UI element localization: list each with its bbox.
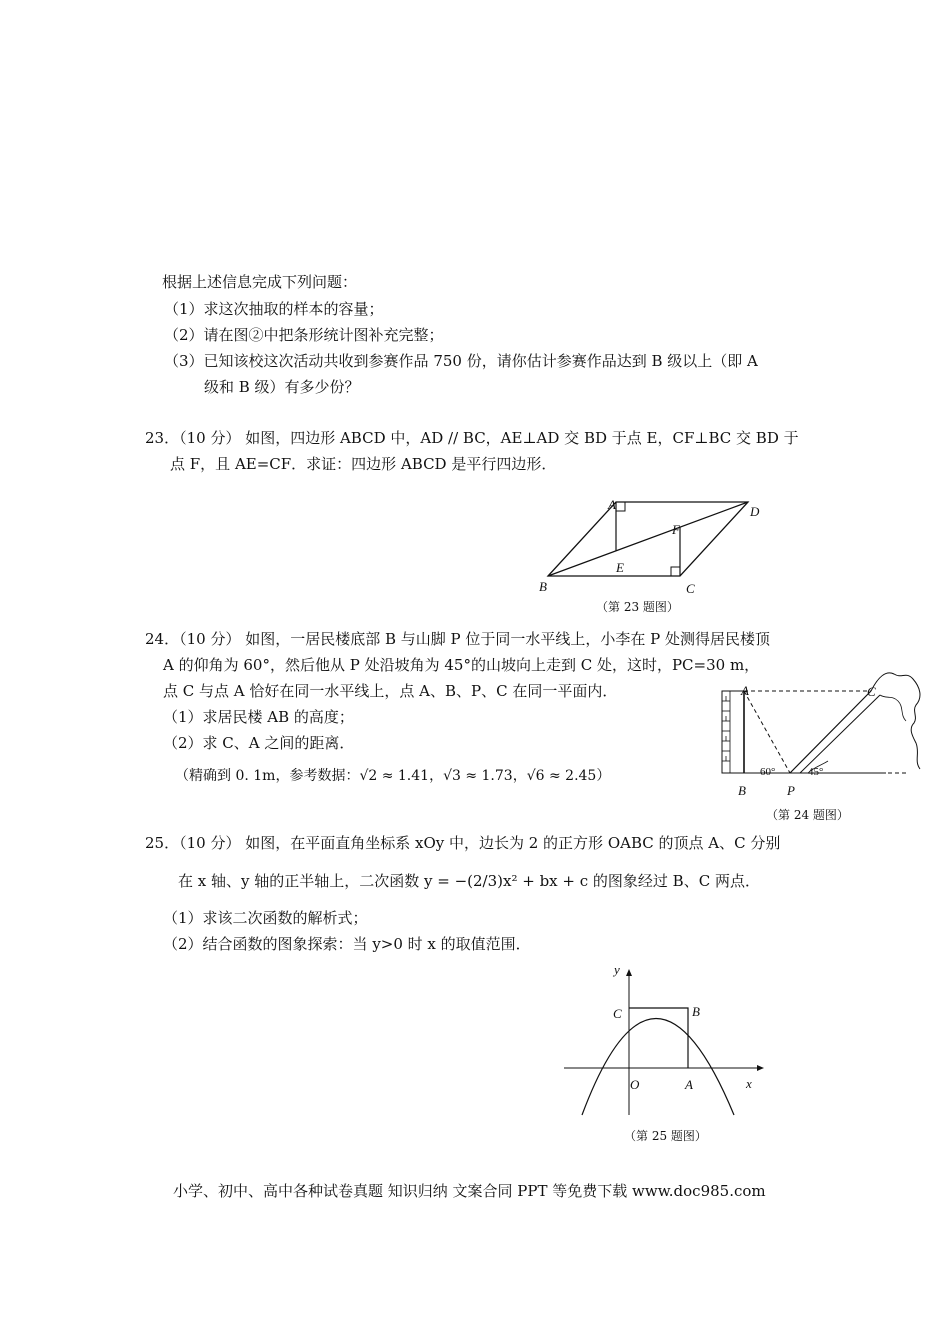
problem-25-question-2: （2）结合函数的图象探索：当 y>0 时 x 的取值范围．	[163, 935, 531, 953]
label-c: C	[613, 1006, 622, 1021]
problem-23-line-1: 23．（10 分） 如图，四边形 ABCD 中，AD // BC，AE⊥AD 交 BD 于点 E，CF⊥BC 交 BD 于	[145, 429, 799, 447]
problem-25-question-1: （1）求该二次函数的解析式；	[163, 909, 368, 927]
intro-lead: 根据上述信息完成下列问题：	[162, 273, 358, 291]
label-b: B	[539, 579, 547, 594]
figure-24-caption: （第 24 题图）	[766, 808, 849, 822]
figure-25-parabola	[558, 960, 773, 1120]
figure-25-caption: （第 25 题图）	[624, 1129, 707, 1143]
label-c: C	[867, 684, 876, 699]
problem-24-reference-data: （精确到 0. 1m，参考数据：√2 ≈ 1.41，√3 ≈ 1.73，√6 ≈ 2.45）	[175, 768, 611, 784]
label-e: E	[616, 560, 624, 575]
parabola-curve	[582, 1019, 734, 1116]
slope-edge	[800, 695, 880, 773]
figure-24-building-slope	[708, 665, 933, 805]
label-a: A	[741, 683, 749, 698]
building-bricks	[722, 691, 730, 773]
figure-23-caption: （第 23 题图）	[596, 600, 679, 614]
label-b: B	[692, 1004, 700, 1019]
label-y: y	[614, 962, 620, 977]
angle-45-label: 45°	[808, 766, 824, 778]
problem-24-line-3: 点 C 与点 A 恰好在同一水平线上，点 A、B、P、C 在同一平面内．	[163, 682, 618, 700]
problem-24-question-1: （1）求居民楼 AB 的高度；	[163, 708, 354, 726]
label-a: A	[685, 1077, 693, 1092]
intro-question-1: （1）求这次抽取的样本的容量；	[164, 300, 384, 318]
problem-25-line-2: 在 x 轴、y 轴的正半轴上，二次函数 y = −(2/3)x² + bx + c 的图象经过 B、C 两点．	[178, 872, 760, 890]
figure-23-parallelogram	[530, 490, 770, 600]
page-footer: 小学、初中、高中各种试卷真题 知识归纳 文案合同 PPT 等免费下载 www.doc985.com	[173, 1182, 766, 1200]
dashed-line-ap	[744, 691, 790, 773]
problem-23-line-2: 点 F，且 AE=CF．求证：四边形 ABCD 是平行四边形．	[170, 455, 557, 473]
angle-60-label: 60°	[760, 766, 776, 778]
problem-24-line-2: A 的仰角为 60°，然后他从 P 处沿坡角为 45°的山坡向上走到 C 处，这时，PC=30 m，	[163, 656, 760, 674]
diagonal-bd	[548, 502, 748, 576]
label-p: P	[787, 783, 795, 798]
label-b: B	[738, 783, 746, 798]
label-o: O	[630, 1077, 640, 1092]
intro-question-2: （2）请在图②中把条形统计图补充完整；	[164, 326, 444, 344]
problem-25-line-1: 25．（10 分） 如图，在平面直角坐标系 xOy 中，边长为 2 的正方形 OABC 的顶点 A、C 分别	[145, 834, 781, 852]
label-f: F	[672, 522, 680, 537]
square-oabc	[629, 1008, 688, 1068]
right-angle-mark-c	[671, 567, 680, 576]
label-d: D	[750, 504, 760, 519]
right-angle-mark-a	[616, 502, 625, 511]
label-x: x	[746, 1076, 752, 1091]
slope-pc	[790, 691, 871, 773]
problem-24-line-1: 24．（10 分） 如图，一居民楼底部 B 与山脚 P 位于同一水平线上，小李在 P 处测得居民楼顶	[145, 630, 771, 648]
mountain-detail	[880, 695, 906, 721]
problem-24-question-2: （2）求 C、A 之间的距离．	[163, 734, 355, 752]
intro-question-3-line-1: （3）已知该校这次活动共收到参赛作品 750 份，请你估计参赛作品达到 B 级以上（即 A	[164, 352, 758, 370]
intro-question-3-line-2: 级和 B 级）有多少份？	[204, 378, 360, 396]
label-c: C	[686, 581, 695, 596]
label-a: A	[608, 497, 616, 512]
mountain-outline	[871, 673, 920, 769]
